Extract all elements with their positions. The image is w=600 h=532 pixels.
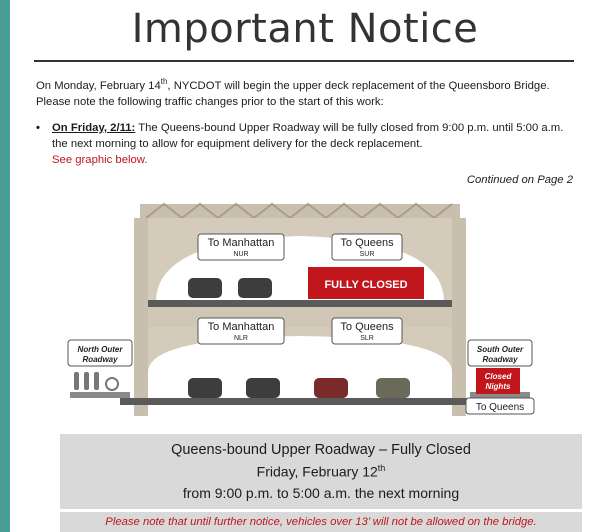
pedestrian-1 — [74, 372, 79, 390]
bullet-point: • — [36, 122, 40, 134]
car-lower-1 — [188, 378, 222, 398]
south-outer-text-2: Roadway — [482, 355, 518, 364]
car-upper-1 — [188, 278, 222, 298]
car-lower-4 — [376, 378, 410, 398]
right-tower — [452, 218, 466, 416]
intro-paragraph — [36, 74, 581, 110]
continued-note: Continued on Page 2 — [466, 174, 573, 186]
car-lower-2 — [246, 378, 280, 398]
car-lower-3 — [314, 378, 348, 398]
sign-upper-queens-code: SUR — [359, 251, 375, 258]
pedestrian-figures — [74, 372, 118, 390]
cyclist — [106, 378, 118, 390]
sign-lower-manhattan-code: NLR — [233, 335, 249, 342]
lower-arch-frame — [148, 327, 452, 372]
closure-caption — [60, 434, 582, 509]
caption-date-sup: th — [377, 463, 386, 473]
upper-cars — [188, 278, 272, 298]
sign-upper-queens-text: To Queens — [340, 237, 394, 249]
closed-nights-text-2: Nights — [485, 382, 511, 391]
north-outer-roadway-deck — [70, 392, 130, 398]
intro-text-start: On Monday, February 14 — [36, 79, 161, 92]
south-to-queens-text: To Queens — [475, 402, 525, 413]
height-warning: Please note that until further notice, vehicles over 13’ will not be allowed on the bridge. — [60, 512, 582, 532]
closure-bullet — [36, 120, 581, 168]
bullet-date: On Friday, 2/11: — [52, 122, 136, 134]
title-divider — [34, 60, 574, 62]
sign-lower-queens-text: To Queens — [340, 321, 394, 333]
see-graphic-link[interactable]: See graphic below. — [52, 154, 148, 166]
caption-date-text: Friday, February 12 — [256, 463, 378, 480]
bridge-cross-section-diagram — [60, 196, 540, 430]
closed-nights-text: Closed — [484, 372, 512, 381]
car-upper-2 — [238, 278, 272, 298]
sign-upper-manhattan-text: To Manhattan — [207, 237, 275, 249]
caption-title: Queens-bound Upper Roadway – Fully Closed — [171, 442, 471, 458]
north-outer-text-2: Roadway — [82, 355, 118, 364]
intro-superscript: th — [160, 77, 168, 86]
south-outer-text: South Outer — [476, 345, 524, 354]
left-tower — [134, 218, 148, 416]
middle-truss — [148, 307, 452, 327]
lower-cars — [188, 378, 410, 398]
sign-upper-manhattan-code: NUR — [233, 251, 249, 258]
upper-deck — [146, 300, 454, 307]
caption-date — [60, 463, 582, 480]
sign-lower-manhattan-text: To Manhattan — [207, 321, 275, 333]
pedestrian-2 — [84, 372, 89, 390]
lower-deck — [120, 398, 480, 405]
sign-lower-queens-code: SLR — [360, 335, 374, 342]
pedestrian-3 — [94, 372, 99, 390]
page-title: Important Notice — [131, 6, 479, 52]
fully-closed-label: FULLY CLOSED — [324, 279, 408, 291]
bullet-text: The Queens-bound Upper Roadway will be fully closed from 9:00 p.m. until 5:00 a.m. the next morning to allow for equipment delivery for the deck replacement. — [52, 122, 564, 150]
north-outer-text: North Outer — [77, 345, 123, 354]
left-accent-bar — [0, 0, 10, 532]
caption-time: from 9:00 p.m. to 5:00 a.m. the next morning — [182, 484, 460, 501]
intro-text-end: , NYCDOT will begin the upper deck replacement of the Queensboro Bridge. Please note the following traffic changes prior to the start of this work: — [36, 79, 550, 108]
